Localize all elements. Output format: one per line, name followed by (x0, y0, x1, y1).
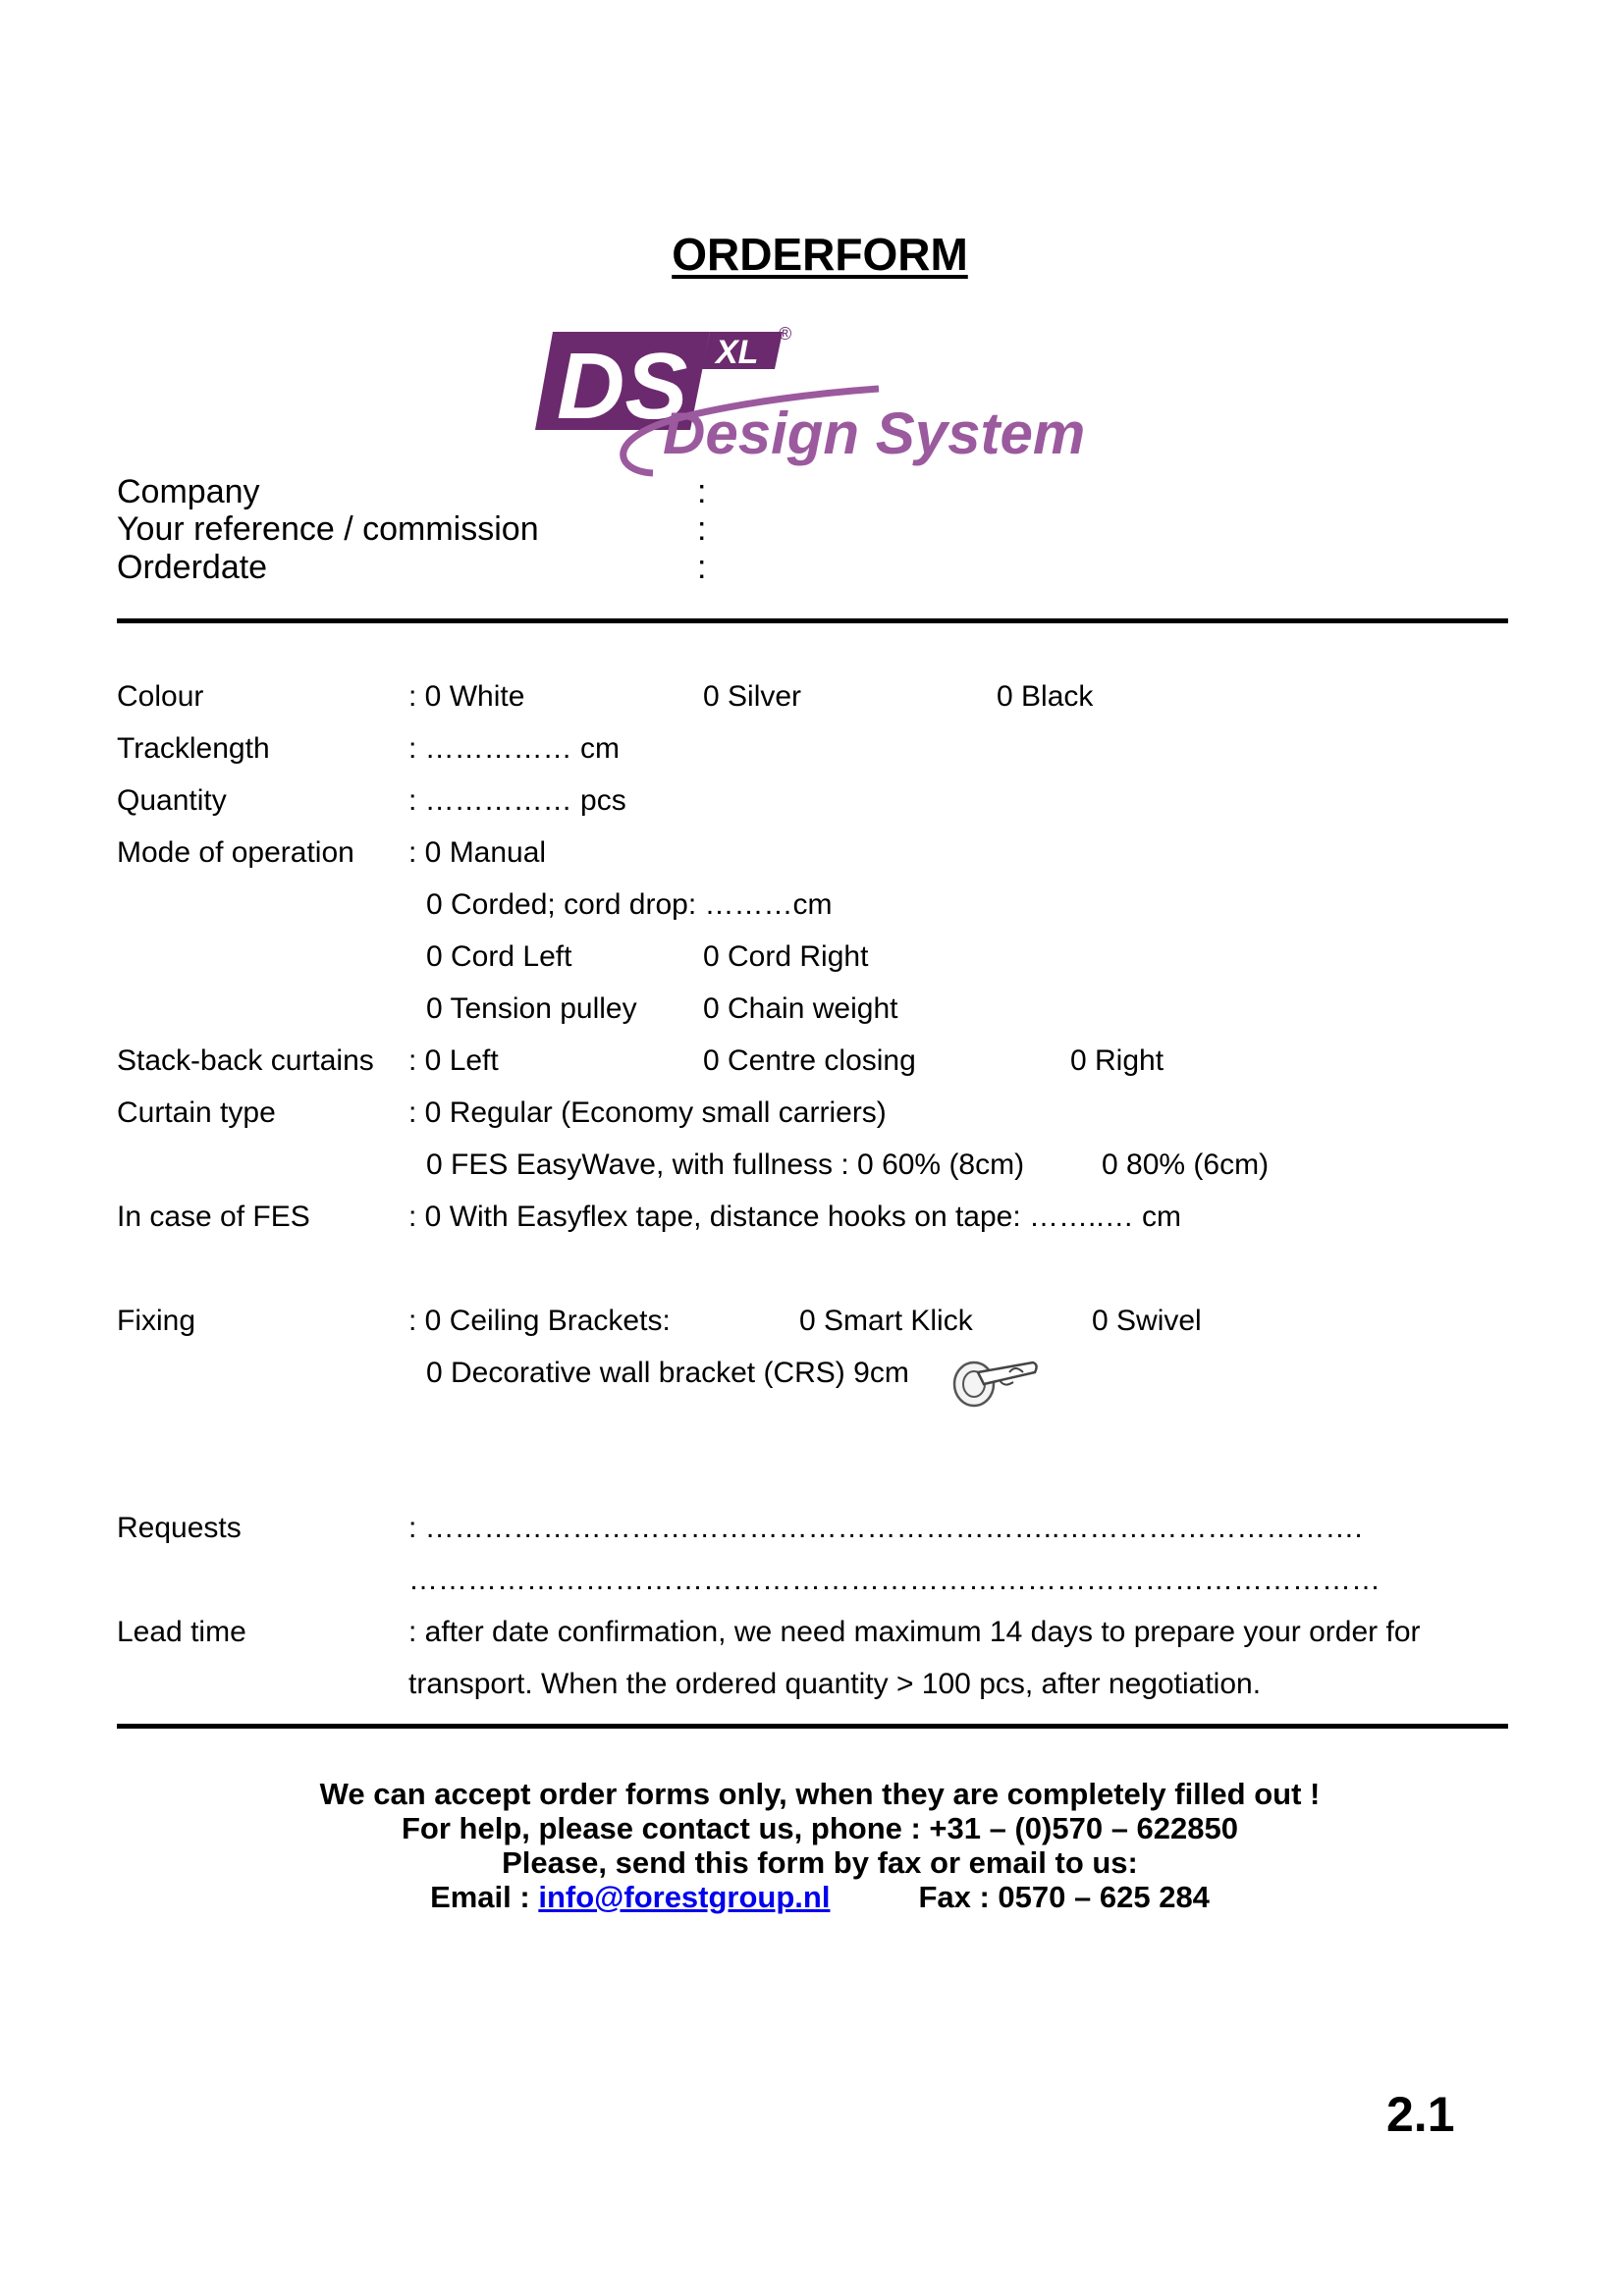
page-title: ORDERFORM (672, 229, 968, 280)
top-divider (117, 618, 1508, 623)
colour-black-option[interactable]: 0 Black (997, 680, 1094, 713)
requests-field-line-2[interactable]: ……………………………………………………………………………………… (408, 1564, 1380, 1596)
smart-klick-option[interactable]: 0 Smart Klick (799, 1305, 973, 1337)
fax-number: Fax : 0570 – 625 284 (918, 1880, 1210, 1914)
wall-bracket-icon (950, 1351, 1041, 1408)
mode-manual-option[interactable]: : 0 Manual (408, 836, 547, 869)
colour-white-option[interactable]: : 0 White (408, 680, 525, 713)
logo-name: Design System (663, 400, 1086, 466)
mode-label: Mode of operation (117, 836, 354, 869)
fixing-label: Fixing (117, 1305, 196, 1337)
company-field[interactable]: : (697, 473, 707, 510)
curtain-regular-option[interactable]: : 0 Regular (Economy small carriers) (408, 1096, 887, 1129)
stack-right-option[interactable]: 0 Right (1070, 1044, 1164, 1077)
easyflex-option[interactable]: : 0 With Easyflex tape, distance hooks on tape: ……..… cm (408, 1201, 1182, 1233)
lead-time-text-line-1: : after date confirmation, we need maximum 14 days to prepare your order for (408, 1616, 1421, 1648)
design-system-logo (535, 324, 1105, 481)
lead-time-label: Lead time (117, 1616, 246, 1648)
colour-silver-option[interactable]: 0 Silver (703, 680, 802, 713)
reference-label: Your reference / commission (117, 510, 539, 548)
stack-centre-option[interactable]: 0 Centre closing (703, 1044, 916, 1077)
reference-field[interactable]: : (697, 510, 707, 548)
tension-pulley-option[interactable]: 0 Tension pulley (426, 992, 637, 1025)
quantity-field[interactable]: : …………… pcs (408, 784, 626, 817)
tracklength-label: Tracklength (117, 732, 270, 765)
logo-superscript: XL (716, 334, 759, 371)
orderdate-label: Orderdate (117, 549, 268, 586)
curtain-fes-80-option[interactable]: 0 80% (6cm) (1102, 1148, 1270, 1181)
mode-corded-option[interactable]: 0 Corded; cord drop: ………cm (426, 888, 833, 921)
stack-left-option[interactable]: : 0 Left (408, 1044, 499, 1077)
orderdate-field[interactable]: : (697, 549, 707, 586)
requests-label: Requests (117, 1512, 242, 1544)
stack-back-label: Stack-back curtains (117, 1044, 374, 1077)
cord-left-option[interactable]: 0 Cord Left (426, 940, 572, 973)
ceiling-brackets-option[interactable]: : 0 Ceiling Brackets: (408, 1305, 671, 1337)
cord-right-option[interactable]: 0 Cord Right (703, 940, 869, 973)
footer-phone: For help, please contact us, phone : +31 – (0)570 – 622850 (402, 1811, 1238, 1845)
colour-label: Colour (117, 680, 204, 713)
decorative-bracket-option[interactable]: 0 Decorative wall bracket (CRS) 9cm (426, 1357, 909, 1389)
bottom-divider (117, 1724, 1508, 1729)
footer-instruction: Please, send this form by fax or email to us: (502, 1845, 1138, 1880)
email-link[interactable]: info@forestgroup.nl (538, 1880, 831, 1914)
swivel-option[interactable]: 0 Swivel (1092, 1305, 1202, 1337)
page-number: 2.1 (1386, 2087, 1455, 2142)
in-case-of-fes-label: In case of FES (117, 1201, 310, 1233)
registered-mark: ® (779, 324, 792, 344)
lead-time-text-line-2: transport. When the ordered quantity > 100 pcs, after negotiation. (408, 1668, 1262, 1700)
logo-mark: DS (557, 334, 688, 439)
curtain-type-label: Curtain type (117, 1096, 276, 1129)
requests-field-line-1[interactable]: : ………………………………………………………..…………………………. (408, 1512, 1363, 1544)
chain-weight-option[interactable]: 0 Chain weight (703, 992, 898, 1025)
tracklength-field[interactable]: : …………… cm (408, 732, 620, 765)
company-label: Company (117, 473, 260, 510)
footer-contact (0, 1880, 1624, 1915)
email-label: Email : (430, 1880, 539, 1914)
footer-notice: We can accept order forms only, when they are completely filled out ! (319, 1777, 1321, 1811)
curtain-fes-option[interactable]: 0 FES EasyWave, with fullness : 0 60% (8cm) (426, 1148, 1025, 1181)
quantity-label: Quantity (117, 784, 227, 817)
